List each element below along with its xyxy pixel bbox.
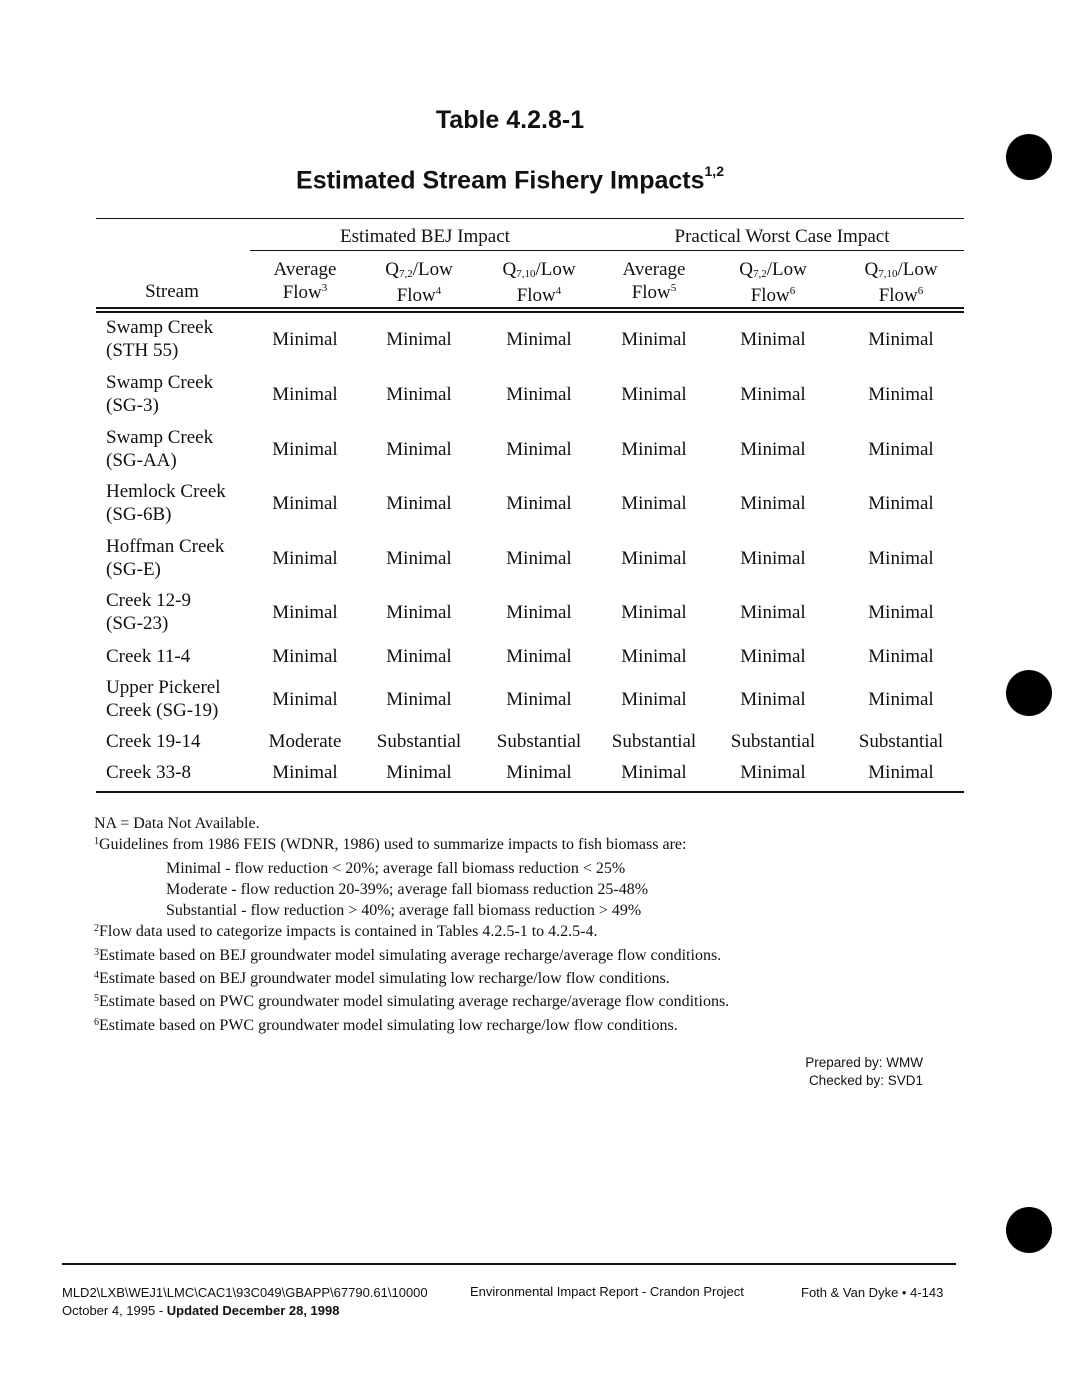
impact-cell: Minimal (740, 493, 806, 514)
impact-cell: Minimal (621, 384, 687, 405)
column-header-footnote-ref: 3 (321, 282, 328, 294)
stream-name-line: Creek 11-4 (106, 646, 191, 667)
impact-cell: Minimal (621, 602, 687, 623)
column-header-line1 (589, 258, 719, 281)
impact-cell: Minimal (386, 384, 452, 405)
stream-name-line: (STH 55) (106, 340, 179, 361)
impact-cell: Minimal (868, 493, 934, 514)
note-line (94, 968, 934, 991)
note-line (94, 834, 934, 857)
column-header-line1 (836, 258, 966, 284)
note-footnote-ref: 6 (94, 1016, 99, 1028)
table-title: Table 4.2.8-1 (435, 106, 585, 134)
column-header-line1 (474, 258, 604, 284)
group-rule-bej (250, 250, 600, 251)
column-header-suffix: /Low (412, 259, 453, 280)
note-line (94, 1015, 934, 1038)
note-text: Guidelines from 1986 FEIS (WDNR, 1986) used to summarize impacts to fish biomass are: (99, 836, 687, 854)
footer-date-line (62, 1302, 428, 1320)
group-header-bej: Estimated BEJ Impact (340, 226, 510, 247)
note-line (94, 813, 934, 834)
impact-cell: Moderate (268, 731, 342, 752)
stream-name-line: Creek 33-8 (106, 762, 191, 783)
note-text: Estimate based on BEJ groundwater model simulating low recharge/low flow conditions. (99, 970, 670, 988)
column-header-suffix: /Low (766, 259, 807, 280)
footer-file-path: MLD2\LXB\WEJ1\LMC\CAC1\93C049\GBAPP\67790.61\10000 (62, 1285, 428, 1300)
group-rule-pwc (600, 250, 964, 251)
impact-cell: Minimal (272, 689, 338, 710)
impact-cell: Minimal (868, 329, 934, 350)
note-footnote-ref: 1 (94, 836, 99, 848)
impact-cell: Minimal (272, 602, 338, 623)
impact-cell: Minimal (868, 646, 934, 667)
note-line (94, 858, 934, 879)
column-header-main: Average (273, 259, 337, 280)
impact-cell: Minimal (272, 329, 338, 350)
column-header (708, 258, 838, 310)
column-header (240, 258, 370, 307)
impact-cell: Minimal (868, 689, 934, 710)
note-text: Minimal - flow reduction < 20%; average fall biomass reduction < 25% (166, 859, 626, 877)
stream-name-line: (SG-E) (106, 559, 161, 580)
note-footnote-ref: 2 (94, 923, 99, 935)
note-line (94, 900, 934, 921)
impact-cell: Minimal (621, 493, 687, 514)
impact-cell: Minimal (621, 762, 687, 783)
impact-cell: Minimal (506, 439, 572, 460)
column-header (474, 258, 604, 310)
column-header (354, 258, 484, 310)
impact-cell: Minimal (506, 548, 572, 569)
impact-cell: Minimal (272, 439, 338, 460)
column-header-line2 (708, 284, 838, 310)
impact-cell: Minimal (868, 762, 934, 783)
column-header-footnote-ref: 4 (555, 285, 562, 297)
table-subtitle (0, 163, 1020, 195)
stream-name-line: Hemlock Creek (106, 481, 226, 502)
binder-hole-middle (1006, 670, 1052, 716)
impact-cell: Minimal (386, 493, 452, 514)
impact-cell: Minimal (506, 493, 572, 514)
impact-cell: Minimal (740, 762, 806, 783)
footer-updated: Updated December 28, 1998 (166, 1303, 340, 1318)
impact-cell: Minimal (740, 646, 806, 667)
stream-name-line: (SG-23) (106, 613, 169, 634)
stream-column-header: Stream (145, 281, 199, 302)
column-header-line2 (589, 281, 719, 307)
table-notes (94, 813, 934, 1038)
impact-cell: Minimal (506, 384, 572, 405)
note-text: NA = Data Not Available. (94, 815, 260, 832)
column-header-flow: Flow (282, 282, 322, 303)
impact-cell: Minimal (386, 646, 452, 667)
column-header-subscript: 7,2 (398, 268, 413, 280)
impact-cell: Minimal (740, 548, 806, 569)
column-header-flow: Flow (396, 285, 436, 306)
impact-cell: Minimal (272, 384, 338, 405)
note-line (94, 991, 934, 1014)
column-header (836, 258, 966, 310)
column-header-line1 (354, 258, 484, 284)
note-footnote-ref: 3 (94, 946, 99, 958)
note-text: Estimate based on BEJ groundwater model simulating average recharge/average flow conditions. (99, 946, 722, 964)
stream-name-line: Swamp Creek (106, 317, 214, 338)
impact-cell: Minimal (621, 329, 687, 350)
column-header-footnote-ref: 4 (435, 285, 442, 297)
prepared-block (805, 1054, 923, 1090)
impact-cell: Minimal (506, 762, 572, 783)
impact-cell: Minimal (621, 646, 687, 667)
column-header-flow: Flow (750, 285, 790, 306)
stream-name-line: Creek (SG-19) (106, 700, 219, 721)
subtitle-footnote-refs: 1,2 (704, 163, 724, 179)
impact-cell: Minimal (868, 439, 934, 460)
column-header-line2 (836, 284, 966, 310)
note-text: Estimate based on PWC groundwater model simulating average recharge/average flow conditions. (99, 993, 730, 1011)
column-header-line2 (474, 284, 604, 310)
note-footnote-ref: 4 (94, 970, 99, 982)
column-header-suffix: /Low (535, 259, 576, 280)
column-header-line2 (354, 284, 484, 310)
column-header-main: Q (864, 259, 879, 280)
impact-cell: Minimal (386, 439, 452, 460)
column-header-subscript: 7,10 (878, 268, 898, 280)
impact-cell: Minimal (740, 329, 806, 350)
impact-cell: Minimal (740, 689, 806, 710)
stream-name-line: Creek 12-9 (106, 590, 191, 611)
column-header-subscript: 7,10 (516, 268, 536, 280)
table-bottom-rule (96, 791, 964, 793)
impact-cell: Minimal (506, 646, 572, 667)
column-header-subscript: 7,2 (752, 268, 767, 280)
header-double-rule-2 (96, 311, 964, 313)
footer-company-page: Foth & Van Dyke • 4-143 (801, 1285, 944, 1300)
checked-by: Checked by: SVD1 (808, 1073, 923, 1088)
impact-cell: Minimal (386, 329, 452, 350)
stream-name-line: Swamp Creek (106, 427, 214, 448)
stream-name-line: (SG-AA) (106, 450, 177, 471)
stream-name-line: (SG-6B) (106, 504, 172, 525)
impact-cell: Minimal (868, 602, 934, 623)
column-header-main: Q (739, 259, 753, 280)
impact-cell: Minimal (506, 329, 572, 350)
group-header-pwc: Practical Worst Case Impact (674, 226, 890, 247)
note-text: Moderate - flow reduction 20-39%; average fall biomass reduction 25-48% (166, 880, 649, 898)
impact-cell: Minimal (621, 689, 687, 710)
impact-cell: Minimal (272, 548, 338, 569)
column-header-main: Q (385, 259, 399, 280)
column-header-footnote-ref: 6 (917, 285, 924, 297)
table-top-rule (96, 218, 964, 219)
impact-cell: Minimal (868, 548, 934, 569)
impact-cell: Minimal (386, 762, 452, 783)
note-text: Flow data used to categorize impacts is contained in Tables 4.2.5-1 to 4.2.5-4. (99, 923, 598, 941)
impact-cell: Minimal (272, 493, 338, 514)
column-header-main: Average (622, 259, 686, 280)
column-header-line1 (708, 258, 838, 284)
impact-cell: Minimal (506, 602, 572, 623)
note-text: Estimate based on PWC groundwater model simulating low recharge/low flow conditions. (99, 1016, 678, 1034)
impact-cell: Minimal (506, 689, 572, 710)
impact-cell: Minimal (621, 439, 687, 460)
stream-name-line: Upper Pickerel (106, 677, 221, 698)
impact-cell: Substantial (858, 731, 944, 752)
impact-cell: Substantial (611, 731, 697, 752)
prepared-by: Prepared by: WMW (805, 1055, 923, 1070)
stream-name-line: Hoffman Creek (106, 536, 225, 557)
binder-hole-bottom (1006, 1207, 1052, 1253)
impact-cell: Substantial (496, 731, 582, 752)
column-header-main: Q (502, 259, 517, 280)
stream-name-line: Creek 19-14 (106, 731, 201, 752)
impact-cell: Minimal (386, 689, 452, 710)
footer-date: October 4, 1995 - (62, 1303, 167, 1318)
column-header-footnote-ref: 6 (789, 285, 796, 297)
impact-cell: Substantial (730, 731, 816, 752)
impact-cell: Minimal (272, 762, 338, 783)
impact-cell: Minimal (740, 439, 806, 460)
impact-cell: Substantial (376, 731, 462, 752)
stream-name-line: Swamp Creek (106, 372, 214, 393)
column-header-suffix: /Low (897, 259, 938, 280)
column-header-line1 (240, 258, 370, 281)
note-text: Substantial - flow reduction > 40%; average fall biomass reduction > 49% (166, 902, 642, 920)
footer-left (62, 1284, 428, 1320)
impact-cell: Minimal (272, 646, 338, 667)
column-header (589, 258, 719, 307)
column-header-flow: Flow (878, 285, 918, 306)
stream-name-line: (SG-3) (106, 395, 159, 416)
impact-cell: Minimal (386, 548, 452, 569)
note-line (94, 945, 934, 968)
note-line (94, 921, 934, 944)
footer-report-title: Environmental Impact Report - Crandon Project (470, 1284, 744, 1299)
note-line (94, 879, 934, 900)
column-header-flow: Flow (516, 285, 556, 306)
impact-cell: Minimal (740, 384, 806, 405)
note-footnote-ref: 5 (94, 993, 99, 1005)
column-header-line2 (240, 281, 370, 307)
impact-cell: Minimal (740, 602, 806, 623)
impact-cell: Minimal (868, 384, 934, 405)
column-header-flow: Flow (631, 282, 671, 303)
impact-cell: Minimal (386, 602, 452, 623)
footer-rule (62, 1263, 956, 1265)
table-subtitle-text: Estimated Stream Fishery Impacts (296, 166, 705, 195)
impact-cell: Minimal (621, 548, 687, 569)
column-header-footnote-ref: 5 (670, 282, 677, 294)
